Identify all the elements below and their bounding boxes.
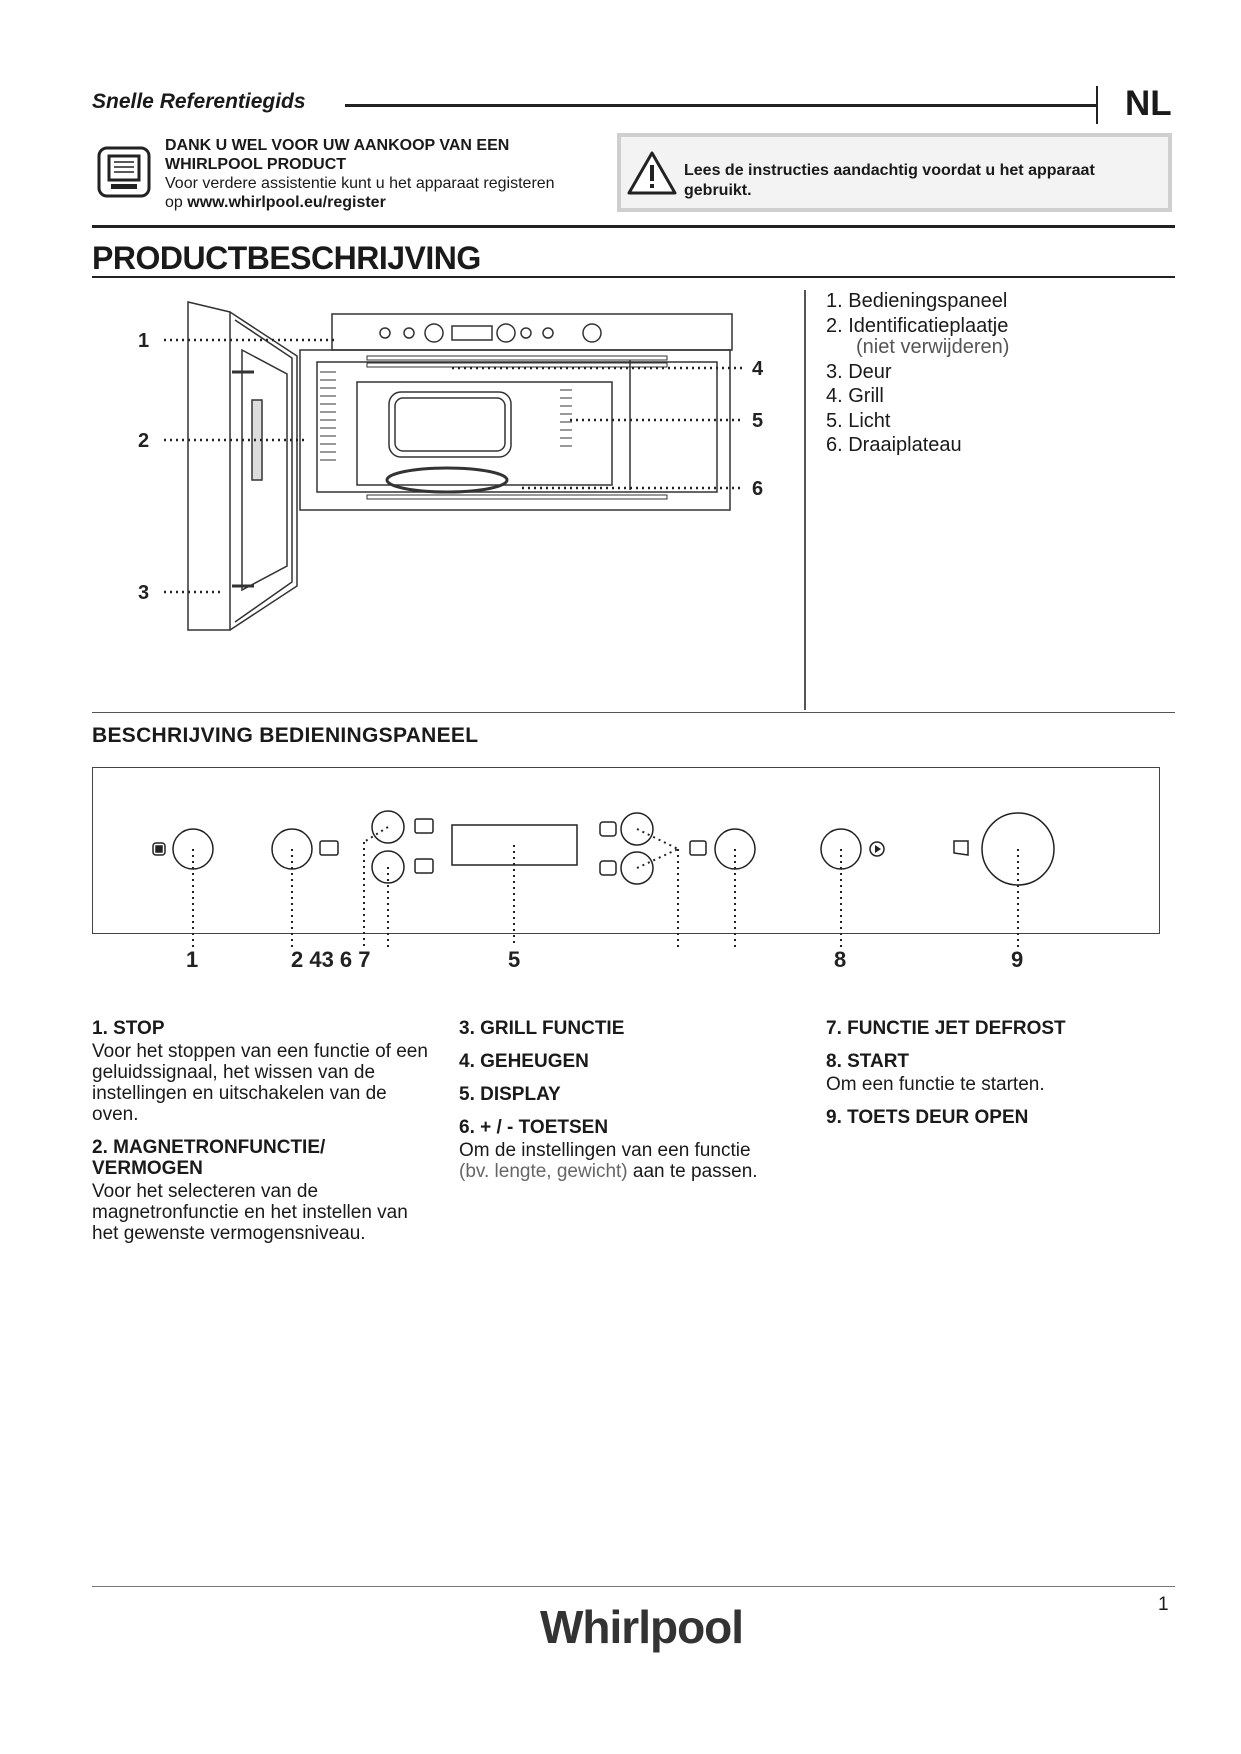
column-divider <box>804 290 806 710</box>
monitor-icon <box>97 146 151 198</box>
part-item: 2. Identificatieplaatje <box>826 314 1009 337</box>
desc-heading: 4. GEHEUGEN <box>459 1051 589 1072</box>
page-number: 1 <box>1158 1594 1169 1615</box>
description-column-3 <box>826 1018 1171 1130</box>
panel-label-1: 1 <box>186 947 199 972</box>
desc-text: Voor het selecteren van de magnetronfunctie en het instellen van het gewenste vermogensniveau. <box>92 1181 408 1244</box>
header-divider <box>1096 86 1098 124</box>
panel-label-5: 5 <box>508 947 521 972</box>
part-item: 4. Grill <box>826 385 884 407</box>
desc-heading: 3. GRILL FUNCTIE <box>459 1018 625 1039</box>
control-panel-diagram <box>92 767 1160 1002</box>
callout-4: 4 <box>752 358 764 380</box>
register-link[interactable]: www.whirlpool.eu/register <box>187 194 386 211</box>
thanks-heading-2: WHIRLPOOL PRODUCT <box>165 156 347 173</box>
desc-heading: 2. MAGNETRONFUNCTIE/ VERMOGEN <box>92 1137 326 1179</box>
thanks-text: Voor verdere assistentie kunt u het apparaat registeren <box>165 175 555 192</box>
thanks-heading-1: DANK U WEL VOOR UW AANKOOP VAN EEN <box>165 137 510 154</box>
warning-text: Lees de instructies aandachtig voordat u het apparaat gebruikt. <box>684 162 1095 199</box>
section-rule-2 <box>92 712 1175 713</box>
desc-text-example: (bv. lengte, gewicht) <box>459 1161 628 1182</box>
desc-text: aan te passen. <box>627 1161 758 1182</box>
desc-heading: 7. FUNCTIE JET DEFROST <box>826 1018 1066 1039</box>
warning-icon <box>626 150 678 196</box>
panel-label-8: 8 <box>834 947 847 972</box>
panel-label-2-7: 2 43 6 7 <box>291 947 371 972</box>
part-item: 5. Licht <box>826 409 891 432</box>
desc-heading: 8. START <box>826 1051 910 1072</box>
product-section-title: PRODUCTBESCHRIJVING <box>92 240 481 276</box>
footer-rule <box>92 1586 1175 1587</box>
header-rule <box>345 104 1097 107</box>
desc-text: Om de instellingen van een functie <box>459 1140 751 1161</box>
language-code: NL <box>1125 84 1172 123</box>
microwave-diagram <box>92 290 792 640</box>
desc-text: Voor het stoppen van een functie of een geluidssignaal, het wissen van de instellingen en uitschakelen van de oven. <box>92 1041 428 1125</box>
description-column-1 <box>92 1018 437 1256</box>
panel-section-title: BESCHRIJVING BEDIENINGSPANEEL <box>92 724 479 747</box>
parts-list <box>826 289 1009 458</box>
desc-heading: 1. STOP <box>92 1018 165 1039</box>
guide-title: Snelle Referentiegids <box>92 90 306 113</box>
callout-6: 6 <box>752 478 764 500</box>
part-item: 6. Draaiplateau <box>826 434 962 456</box>
desc-heading: 5. DISPLAY <box>459 1084 561 1105</box>
thanks-block <box>165 136 595 212</box>
desc-text: Om een functie te starten. <box>826 1074 1045 1095</box>
top-rule <box>92 225 1175 228</box>
callout-5: 5 <box>752 410 764 432</box>
part-item: 1. Bedieningspaneel <box>826 290 1008 312</box>
description-column-2 <box>459 1018 804 1182</box>
section-rule <box>92 276 1175 278</box>
thanks-prefix: op <box>165 194 188 211</box>
callout-1: 1 <box>138 330 150 352</box>
panel-label-9: 9 <box>1011 947 1024 972</box>
callout-2: 2 <box>138 430 150 452</box>
part-note: (niet verwijderen) <box>856 336 1010 358</box>
whirlpool-logo: Whirlpool <box>540 1601 744 1653</box>
desc-heading: 6. + / - TOETSEN <box>459 1117 609 1138</box>
callout-3: 3 <box>138 582 150 604</box>
desc-heading: 9. TOETS DEUR OPEN <box>826 1107 1029 1128</box>
part-item: 3. Deur <box>826 360 892 383</box>
